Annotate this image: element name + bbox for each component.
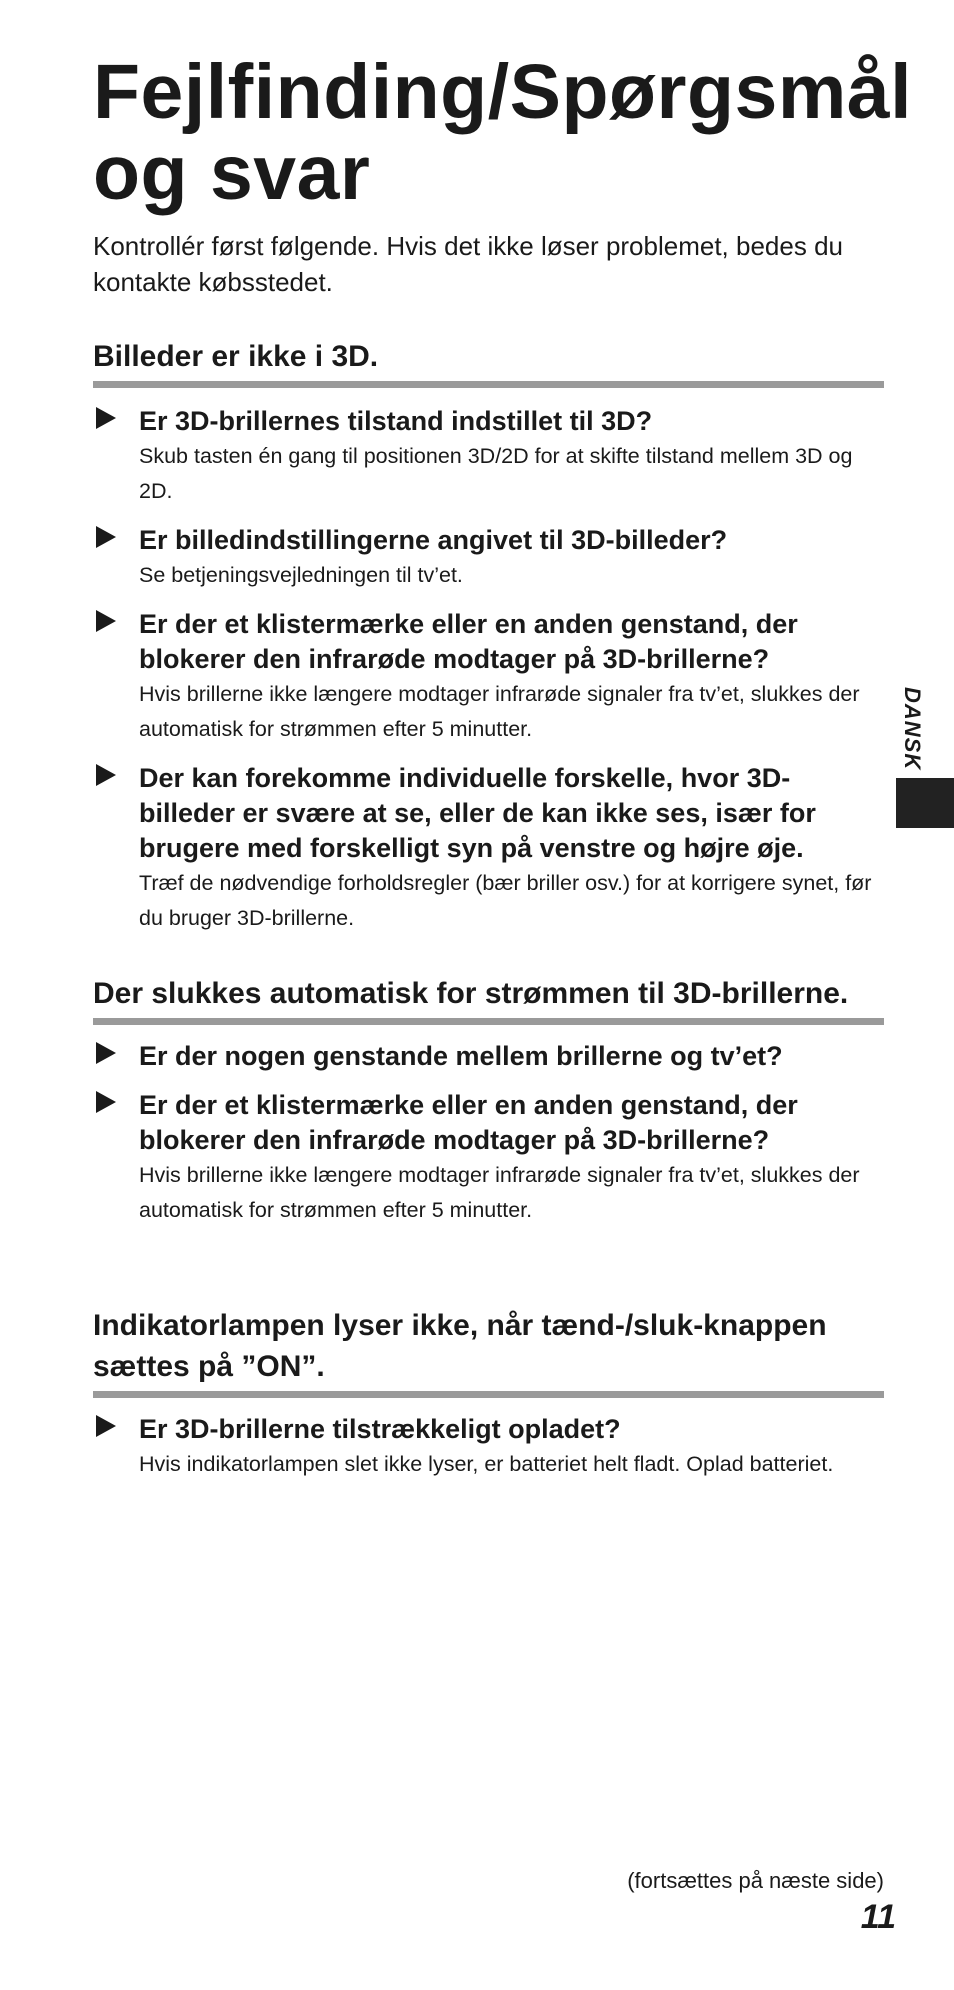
page-number: 11 [860,1898,896,1936]
qa-item [93,761,884,936]
qa-question: Er der et klistermærke eller en anden genstand, der blokerer den infrarøde modtager på 3D-brillerne? [139,609,798,674]
triangle-bullet-icon [96,1042,116,1064]
qa-item [93,523,884,593]
qa-question: Er 3D-brillernes tilstand indstillet til 3D? [139,406,653,436]
continue-note: (fortsættes på næste side) [627,1868,884,1893]
qa-answer: Skub tasten én gang til positionen 3D/2D for at skifte tilstand mellem 3D og 2D. [139,444,853,503]
language-tab-marker [896,778,954,828]
page-title [93,49,913,216]
section-heading: Billeder er ikke i 3D. [93,336,884,388]
triangle-bullet-icon [96,407,116,429]
qa-list [93,1039,884,1228]
qa-item [93,1039,884,1074]
section-indicator-lamp [93,1305,884,1482]
page-title-line-2: og svar [93,130,371,216]
qa-question: Der kan forekomme individuelle forskelle, hvor 3D-billeder er svære at se, eller de kan ikke ses, især for brugere med forskelligt syn på venstre og højre øje. [139,763,816,863]
qa-question: Er billedindstillingerne angivet til 3D-billeder? [139,525,728,555]
qa-question: Er der et klistermærke eller en anden genstand, der blokerer den infrarøde modtager på 3D-brillerne? [139,1090,798,1155]
triangle-bullet-icon [96,1091,116,1113]
qa-question: Er der nogen genstande mellem brillerne og tv’et? [139,1041,783,1071]
page-title-line-1: Fejlfinding/Spørgsmål [93,49,913,135]
section-auto-power-off [93,973,884,1228]
qa-item [93,607,884,747]
qa-answer: Se betjeningsvejledningen til tv’et. [139,563,463,587]
section-no-3d [93,336,884,936]
qa-answer: Hvis brillerne ikke længere modtager infrarøde signaler fra tv’et, slukkes der automatisk for strømmen efter 5 minutter. [139,1163,860,1222]
triangle-bullet-icon [96,610,116,632]
qa-answer: Hvis brillerne ikke længere modtager infrarøde signaler fra tv’et, slukkes der automatisk for strømmen efter 5 minutter. [139,682,860,741]
section-heading: Der slukkes automatisk for strømmen til 3D-brillerne. [93,973,884,1025]
qa-item [93,404,884,509]
triangle-bullet-icon [96,1415,116,1437]
qa-answer: Træf de nødvendige forholdsregler (bær briller osv.) for at korrigere synet, før du bruger 3D-brillerne. [139,871,872,930]
qa-item [93,1412,884,1482]
qa-answer: Hvis indikatorlampen slet ikke lyser, er batteriet helt fladt. Oplad batteriet. [139,1452,834,1476]
triangle-bullet-icon [96,764,116,786]
qa-question: Er 3D-brillerne tilstrækkeligt opladet? [139,1414,621,1444]
qa-list [93,1412,884,1482]
triangle-bullet-icon [96,526,116,548]
qa-item [93,1088,884,1228]
language-tab-label: DANSK [900,687,925,771]
section-heading: Indikatorlampen lyser ikke, når tænd-/sluk-knappen sættes på ”ON”. [93,1305,884,1398]
intro-text: Kontrollér først følgende. Hvis det ikke løser problemet, bedes du kontakte købsstedet. [93,231,843,297]
qa-list [93,404,884,936]
